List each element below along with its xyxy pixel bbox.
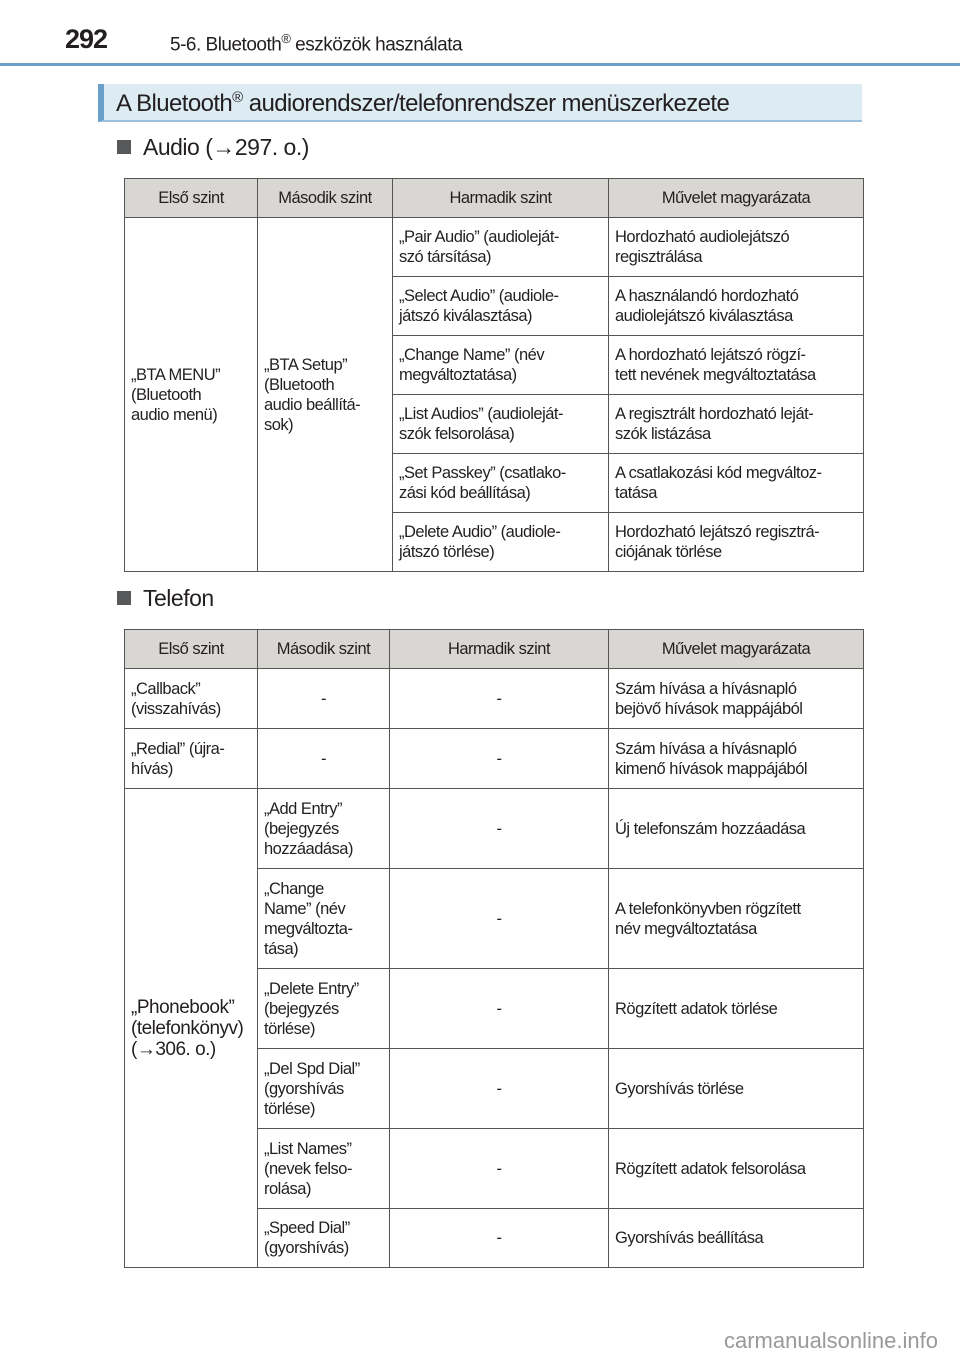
third-level-cell: „Select Audio” (audiole- játszó kiválasztása) xyxy=(393,277,609,336)
description-cell: Gyorshívás beállítása xyxy=(609,1209,864,1268)
table-row xyxy=(125,729,864,789)
first-level-cell: „Redial” (újra- hívás) xyxy=(125,729,258,789)
first-level-cell: „Callback” (visszahívás) xyxy=(125,669,258,729)
table-row xyxy=(125,789,864,869)
column-header: Harmadik szint xyxy=(393,179,609,218)
third-level-cell: - xyxy=(390,729,609,789)
audio-heading-text: Audio (→297. o.) xyxy=(143,134,309,160)
square-bullet-icon xyxy=(117,591,131,605)
description-cell: Új telefonszám hozzáadása xyxy=(609,789,864,869)
description-cell: Szám hívása a hívásnapló bejövő hívások mappájából xyxy=(609,669,864,729)
first-level-cell: „Phonebook” (telefonkönyv) (→306. o.) xyxy=(125,789,258,1268)
description-cell: A használandó hordozható audiolejátszó kiválasztása xyxy=(609,277,864,336)
column-header: Harmadik szint xyxy=(390,630,609,669)
description-cell: Gyorshívás törlése xyxy=(609,1049,864,1129)
third-level-cell: - xyxy=(390,869,609,969)
description-cell: Rögzített adatok törlése xyxy=(609,969,864,1049)
third-level-cell: - xyxy=(390,1129,609,1209)
second-level-cell: - xyxy=(258,729,390,789)
square-bullet-icon xyxy=(117,140,131,154)
third-level-cell: „Set Passkey” (csatlako- zási kód beállítása) xyxy=(393,454,609,513)
third-level-cell: „List Audios” (audioleját- szók felsorolása) xyxy=(393,395,609,454)
table-header-row xyxy=(125,179,864,218)
description-cell: Hordozható audiolejátszó regisztrálása xyxy=(609,218,864,277)
second-level-cell: „Change Name” (név megváltozta- tása) xyxy=(258,869,390,969)
second-level-cell: „Del Spd Dial” (gyorshívás törlése) xyxy=(258,1049,390,1129)
first-level-cell: „BTA MENU” (Bluetooth audio menü) xyxy=(125,218,258,572)
description-cell: Hordozható lejátszó regisztrá- ciójának törlése xyxy=(609,513,864,572)
description-cell: A csatlakozási kód megváltoz- tatása xyxy=(609,454,864,513)
second-level-cell: „Add Entry” (bejegyzés hozzáadása) xyxy=(258,789,390,869)
watermark: carmanualsonline.info xyxy=(723,1328,938,1353)
third-level-cell: „Pair Audio” (audioleját- szó társítása) xyxy=(393,218,609,277)
third-level-cell: - xyxy=(390,789,609,869)
table-row xyxy=(125,218,864,277)
description-cell: A telefonkönyvben rögzített név megváltoztatása xyxy=(609,869,864,969)
second-level-cell: „BTA Setup” (Bluetooth audio beállítá- sok) xyxy=(258,218,393,572)
page-number: 292 xyxy=(65,24,108,54)
chapter-title-text: 5-6. Bluetooth xyxy=(170,34,282,56)
audio-heading xyxy=(117,133,960,161)
third-level-cell: - xyxy=(390,969,609,1049)
table-header-row xyxy=(125,630,864,669)
column-header: Második szint xyxy=(258,179,393,218)
telefon-heading-text: Telefon xyxy=(143,585,214,611)
telefon-heading xyxy=(117,584,960,612)
chapter-title-rest: eszközök használata xyxy=(290,34,463,56)
third-level-cell: - xyxy=(390,1209,609,1268)
chapter-title xyxy=(170,31,462,56)
registered-mark: ® xyxy=(281,31,291,46)
third-level-cell: „Change Name” (név megváltoztatása) xyxy=(393,336,609,395)
header-rule xyxy=(0,63,960,66)
column-header: Első szint xyxy=(125,630,258,669)
description-cell: Rögzített adatok felsorolása xyxy=(609,1129,864,1209)
telefon-menu-table xyxy=(124,629,864,1268)
column-header: Művelet magyarázata xyxy=(609,630,864,669)
second-level-cell: „Delete Entry” (bejegyzés törlése) xyxy=(258,969,390,1049)
audio-menu-table xyxy=(124,178,864,572)
column-header: Művelet magyarázata xyxy=(609,179,864,218)
section-title-b: audiorendszer/telefonrendszer menüszerkezete xyxy=(242,90,730,117)
third-level-cell: - xyxy=(390,1049,609,1129)
section-heading xyxy=(98,84,862,122)
third-level-cell: - xyxy=(390,669,609,729)
third-level-cell: „Delete Audio” (audiole- játszó törlése) xyxy=(393,513,609,572)
second-level-cell: - xyxy=(258,669,390,729)
table-row xyxy=(125,669,864,729)
registered-mark: ® xyxy=(232,89,243,106)
description-cell: A regisztrált hordozható leját- szók listázása xyxy=(609,395,864,454)
description-cell: A hordozható lejátszó rögzí- tett nevének megváltoztatása xyxy=(609,336,864,395)
column-header: Második szint xyxy=(258,630,390,669)
section-title-a: A Bluetooth xyxy=(116,90,233,117)
description-cell: Szám hívása a hívásnapló kimenő hívások mappájából xyxy=(609,729,864,789)
second-level-cell: „Speed Dial” (gyorshívás) xyxy=(258,1209,390,1268)
column-header: Első szint xyxy=(125,179,258,218)
second-level-cell: „List Names” (nevek felso- rolása) xyxy=(258,1129,390,1209)
